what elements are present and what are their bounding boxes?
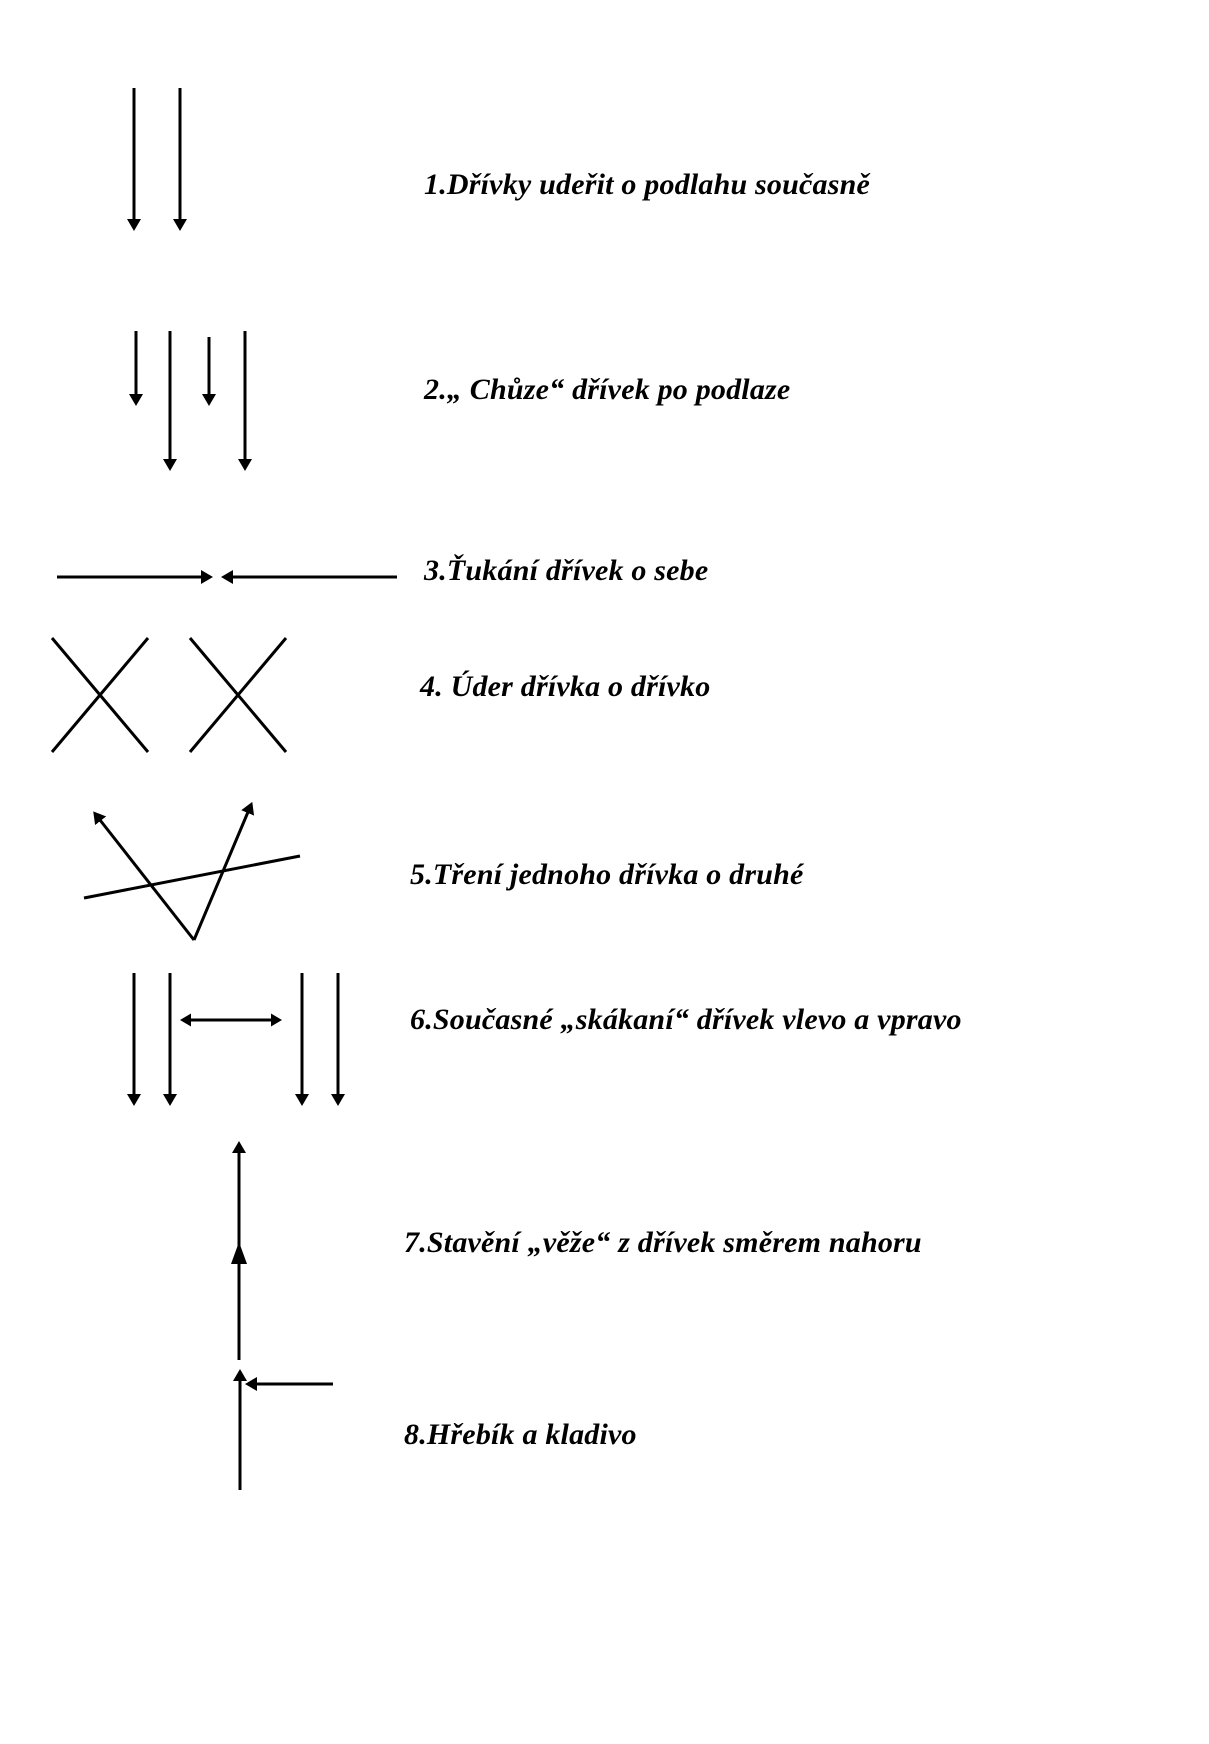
diagram-nail-and-hammer [0, 1360, 400, 1520]
instruction-row-8 [0, 1360, 1209, 1520]
diagram-friction-v-arrows [0, 790, 400, 960]
instruction-row-1 [0, 60, 1209, 260]
instruction-row-2 [0, 315, 1209, 505]
instruction-row-3 [0, 540, 1209, 610]
instruction-label-8: 8.Hřebík a kladivo [404, 1418, 637, 1451]
instruction-label-5: 5.Tření jednoho dřívka o druhé [410, 858, 804, 891]
instruction-row-6 [0, 955, 1209, 1135]
instruction-label-3: 3.Ťukání dřívek o sebe [424, 554, 709, 587]
diagram-tower-upward-arrow [0, 1130, 400, 1370]
diagram-two-crosses [0, 620, 400, 770]
diagram-four-down-arrows [0, 315, 400, 505]
instruction-label-2: 2.„ Chůze“ dřívek po podlaze [424, 373, 791, 406]
instruction-label-7: 7.Stavění „věže“ z dřívek směrem nahoru [404, 1226, 922, 1259]
instruction-label-1: 1.Dřívky udeřit o podlahu současně [424, 168, 871, 201]
instruction-row-4 [0, 620, 1209, 770]
diagram-jumping-sticks [0, 955, 400, 1135]
instruction-row-5 [0, 790, 1209, 960]
diagram-opposing-horizontal-arrows [0, 540, 400, 610]
diagram-two-down-arrows [0, 60, 400, 260]
instruction-row-7 [0, 1130, 1209, 1370]
instruction-label-4: 4. Úder dřívka o dřívko [420, 670, 711, 703]
instruction-label-6: 6.Současné „skákaní“ dřívek vlevo a vpravo [410, 1003, 962, 1036]
